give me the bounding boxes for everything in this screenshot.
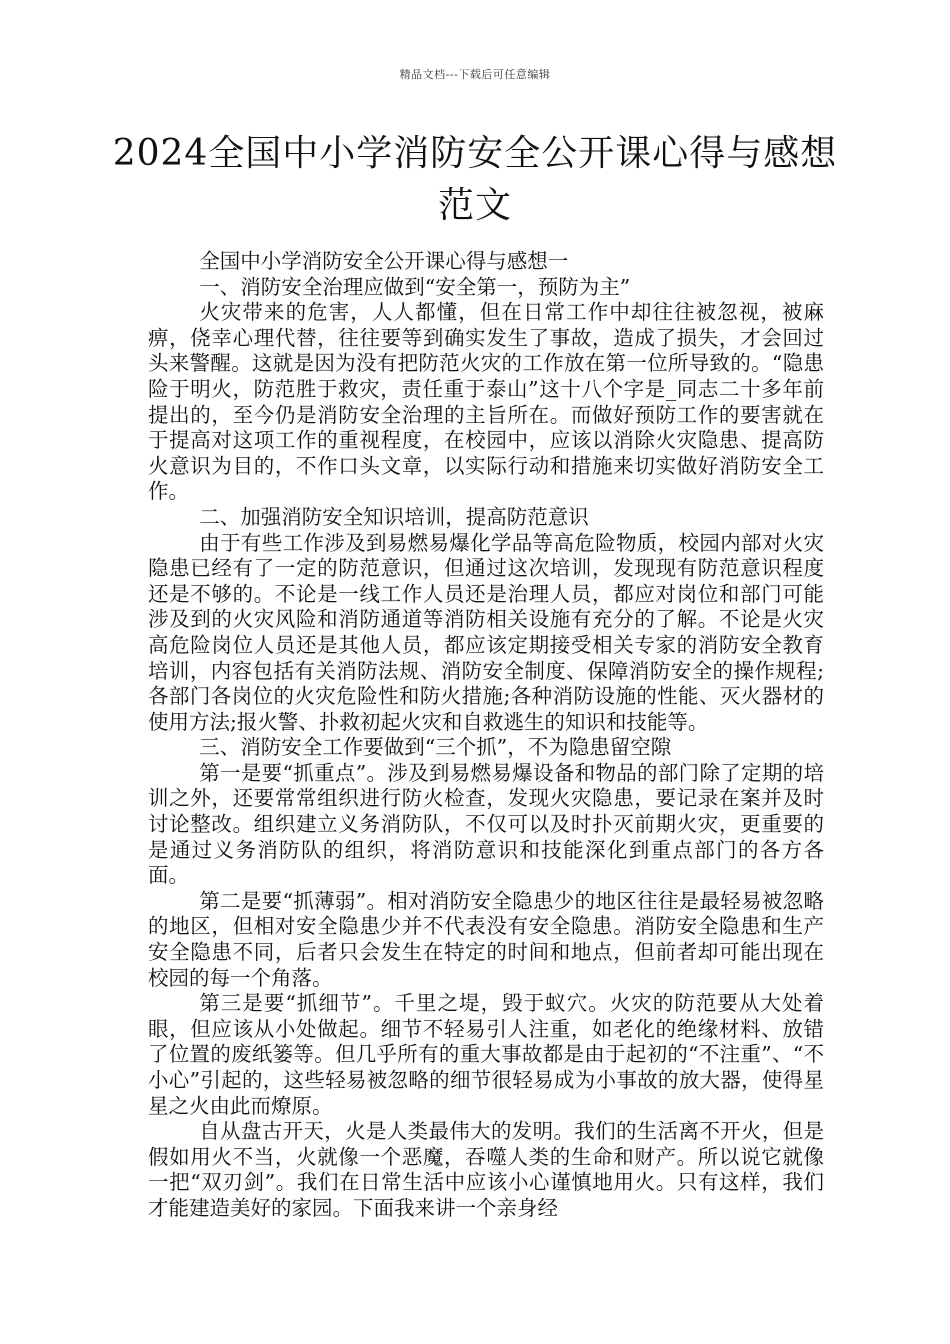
paragraph: 第二是要“抓薄弱”。相对消防安全隐患少的地区往往是最轻易被忽略的地区，但相对安全隐患少并不代表没有安全隐患。消防安全隐患和生产安全隐患不同，后者只会发生在特定的时间和地点，但前者却可能出现在校园的每一个角落。 xyxy=(148,888,824,990)
paragraph: 第三是要“抓细节”。千里之堤，毁于蚁穴。火灾的防范要从大处着眼，但应该从小处做起。细节不轻易引人注重，如老化的绝缘材料、放错了位置的废纸篓等。但几乎所有的重大事故都是由于起初的“不注重”、“不小心”引起的，这些轻易被忽略的细节很轻易成为小事故的放大器，使得星星之火由此而燎原。 xyxy=(148,991,824,1118)
paragraph: 由于有些工作涉及到易燃易爆化学品等高危险物质，校园内部对火灾隐患已经有了一定的防范意识，但通过这次培训，发现现有防范意识程度还是不够的。不论是一线工作人员还是治理人员，都应对岗位和部门可能涉及到的火灾风险和消防通道等消防相关设施有充分的了解。不论是火灾高危险岗位人员还是其他人员，都应该定期接受相关专家的消防安全教育培训，内容包括有关消防法规、消防安全制度、保障消防安全的操作规程;各部门各岗位的火灾危险性和防火措施;各种消防设施的性能、灭火器材的使用方法;报火警、扑救初起火灾和自救逃生的知识和技能等。 xyxy=(148,530,824,734)
section-heading-3: 三、消防安全工作要做到“三个抓”，不为隐患留空隙 xyxy=(199,735,672,760)
paragraph: 火灾带来的危害，人人都懂，但在日常工作中却往往被忽视，被麻痹，侥幸心理代替，往往要等到确实发生了事故，造成了损失，才会回过头来警醒。这就是因为没有把防范火灾的工作放在第一位所导致的。“隐患险于明火，防范胜于救灾，责任重于泰山”这十八个字是_同志二十多年前提出的，至今仍是消防安全治理的主旨所在。而做好预防工作的要害就在于提高对这项工作的重视程度，在校园中，应该以消除火灾隐患、提高防火意识为目的，不作口头文章，以实际行动和措施来切实做好消防安全工作。 xyxy=(148,300,824,504)
paragraph: 第一是要“抓重点”。涉及到易燃易爆设备和物品的部门除了定期的培训之外，还要常常组织进行防火检查，发现火灾隐患，要记录在案并及时讨论整改。组织建立义务消防队，不仅可以及时扑灭前期火灾，更重要的是通过义务消防队的组织，将消防意识和技能深化到重点部门的各方各面。 xyxy=(148,760,824,888)
document-body xyxy=(148,249,824,1222)
header-note: 精品文档---下载后可任意编辑 xyxy=(399,68,551,81)
section-heading-2: 二、加强消防安全知识培训，提高防范意识 xyxy=(199,504,589,529)
paragraph-subtitle: 全国中小学消防安全公开课心得与感想一 xyxy=(199,249,569,273)
paragraph: 自从盘古开天，火是人类最伟大的发明。我们的生活离不开火，但是假如用火不当，火就像一个恶魔，吞噬人类的生命和财产。所以说它就像一把“双刃剑”。我们在日常生活中应该小心谨慎地用火。只有这样，我们才能建造美好的家园。下面我来讲一个亲身经 xyxy=(148,1119,824,1220)
section-heading-1: 一、消防安全治理应做到“安全第一，预防为主” xyxy=(199,274,631,299)
document-title: 2024全国中小学消防安全公开课心得与感想范文 xyxy=(112,133,838,226)
